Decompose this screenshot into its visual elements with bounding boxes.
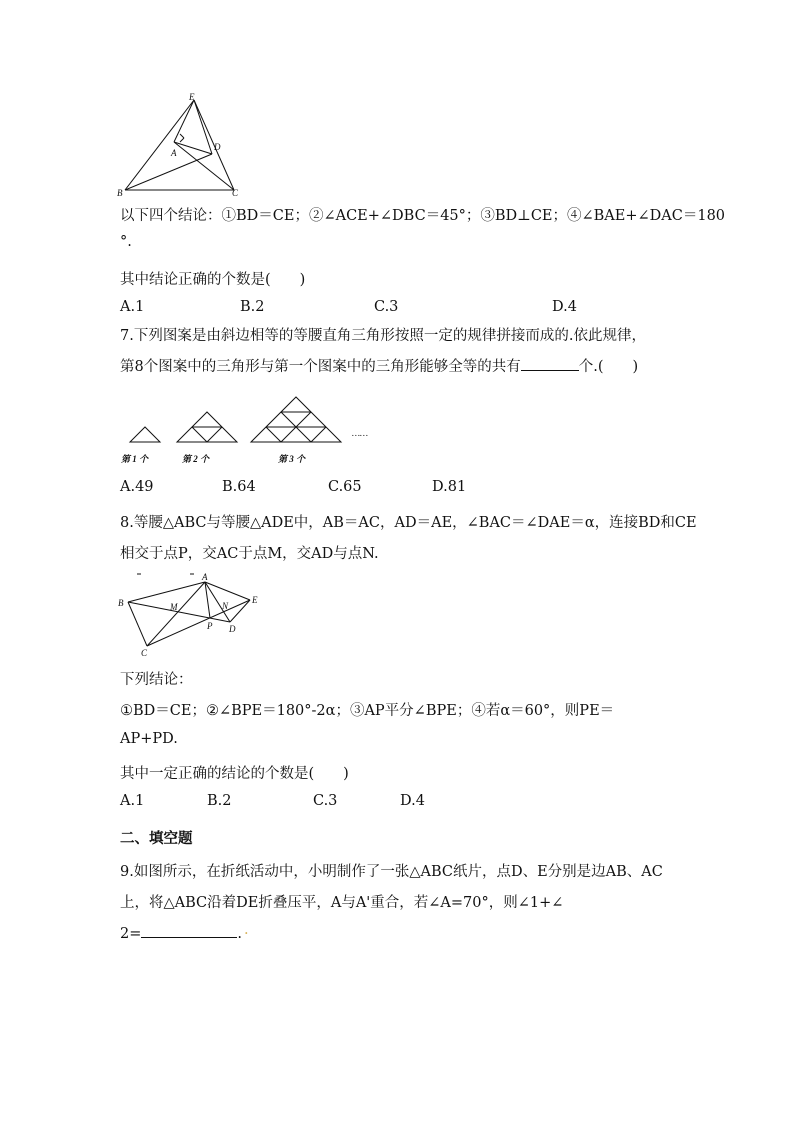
q7-caption-2: 第 2 个 [182, 454, 210, 464]
q7-line2-a: 第8个图案中的三角形与第一个图案中的三角形能够全等的共有 [120, 359, 521, 375]
q9-line3-a: 2= [120, 926, 142, 942]
section-title-fill-in: 二、填空题 [120, 830, 193, 847]
q9-answer-blank [141, 923, 237, 938]
q7-line2 [120, 355, 638, 376]
q8-line1: 8.等腰△ABC与等腰△ADE中，AB＝AC，AD＝AE，∠BAC＝∠DAE＝α，连接BD和CE [120, 515, 697, 531]
q7-line1: 7.下列图案是由斜边相等的等腰直角三角形按照一定的规律拼接而成的.依此规律， [120, 328, 646, 344]
q7-option-c: C.65 [328, 479, 362, 495]
q8-sub-heading: 下列结论： [120, 672, 193, 688]
q9-line1: 9.如图所示，在折纸活动中，小明制作了一张△ABC纸片，点D、E分别是边AB、AC [120, 864, 663, 880]
q6-question: 其中结论正确的个数是( ) [120, 272, 306, 288]
q6-option-b: B.2 [240, 299, 265, 315]
q8-conclusions-line1: ①BD＝CE；②∠BPE＝180°-2α；③AP平分∠BPE；④若α＝60°，则PE＝ [120, 703, 615, 719]
q8-question: 其中一定正确的结论的个数是( ) [120, 766, 349, 782]
fig8-label-a: A [202, 572, 208, 582]
q8-option-b: B.2 [207, 793, 232, 809]
fig6-label-b: B [117, 188, 123, 198]
q6-conclusions-line2: °. [120, 234, 132, 250]
q9-line3-b: . [237, 926, 242, 942]
q8-option-c: C.3 [313, 793, 338, 809]
fig8-label-p: P [207, 621, 213, 631]
q6-option-a: A.1 [120, 299, 145, 315]
fig8-label-c: C [141, 648, 148, 658]
q8-line2: 相交于点P，交AC于点M，交AD与点N. [120, 546, 379, 562]
fig8-label-n: N [222, 601, 229, 611]
q7-option-b: B.64 [222, 479, 256, 495]
q8-option-a: A.1 [120, 793, 145, 809]
q7-ellipsis: …… [352, 428, 369, 438]
fig8-label-m: M [170, 602, 178, 612]
q9-decorative-dots: · [243, 926, 249, 942]
q8-conclusions-line2: AP+PD. [120, 731, 178, 747]
q9-line3 [120, 923, 249, 942]
q7-option-d: D.81 [432, 479, 467, 495]
q7-answer-blank [521, 356, 579, 371]
fig8-label-b: B [118, 598, 124, 608]
q7-caption-3: 第 3 个 [278, 454, 306, 464]
q7-option-a: A.49 [120, 479, 154, 495]
fig6-label-a: A [171, 148, 177, 158]
q6-option-d: D.4 [552, 299, 577, 315]
q6-conclusions-line1: 以下四个结论：①BD＝CE；②∠ACE+∠DBC＝45°；③BD⊥CE；④∠BAE+∠DAC＝180 [120, 208, 726, 224]
fig8-label-d: D [229, 624, 236, 634]
q7-line2-b: 个.( ) [578, 359, 639, 375]
fig6-label-e: E [189, 92, 195, 102]
fig6-label-c: C [232, 188, 239, 198]
fig8-label-e: E [252, 595, 258, 605]
q9-line2: 上，将△ABC沿着DE折叠压平，A与A'重合，若∠A=70°，则∠1+∠ [120, 895, 564, 911]
q8-option-d: D.4 [400, 793, 425, 809]
fig6-label-d: D [214, 142, 221, 152]
q6-option-c: C.3 [374, 299, 399, 315]
q8-figure [112, 566, 272, 662]
q6-figure [112, 92, 252, 198]
q7-caption-1: 第 1 个 [121, 454, 149, 464]
q7-figure [118, 384, 398, 468]
